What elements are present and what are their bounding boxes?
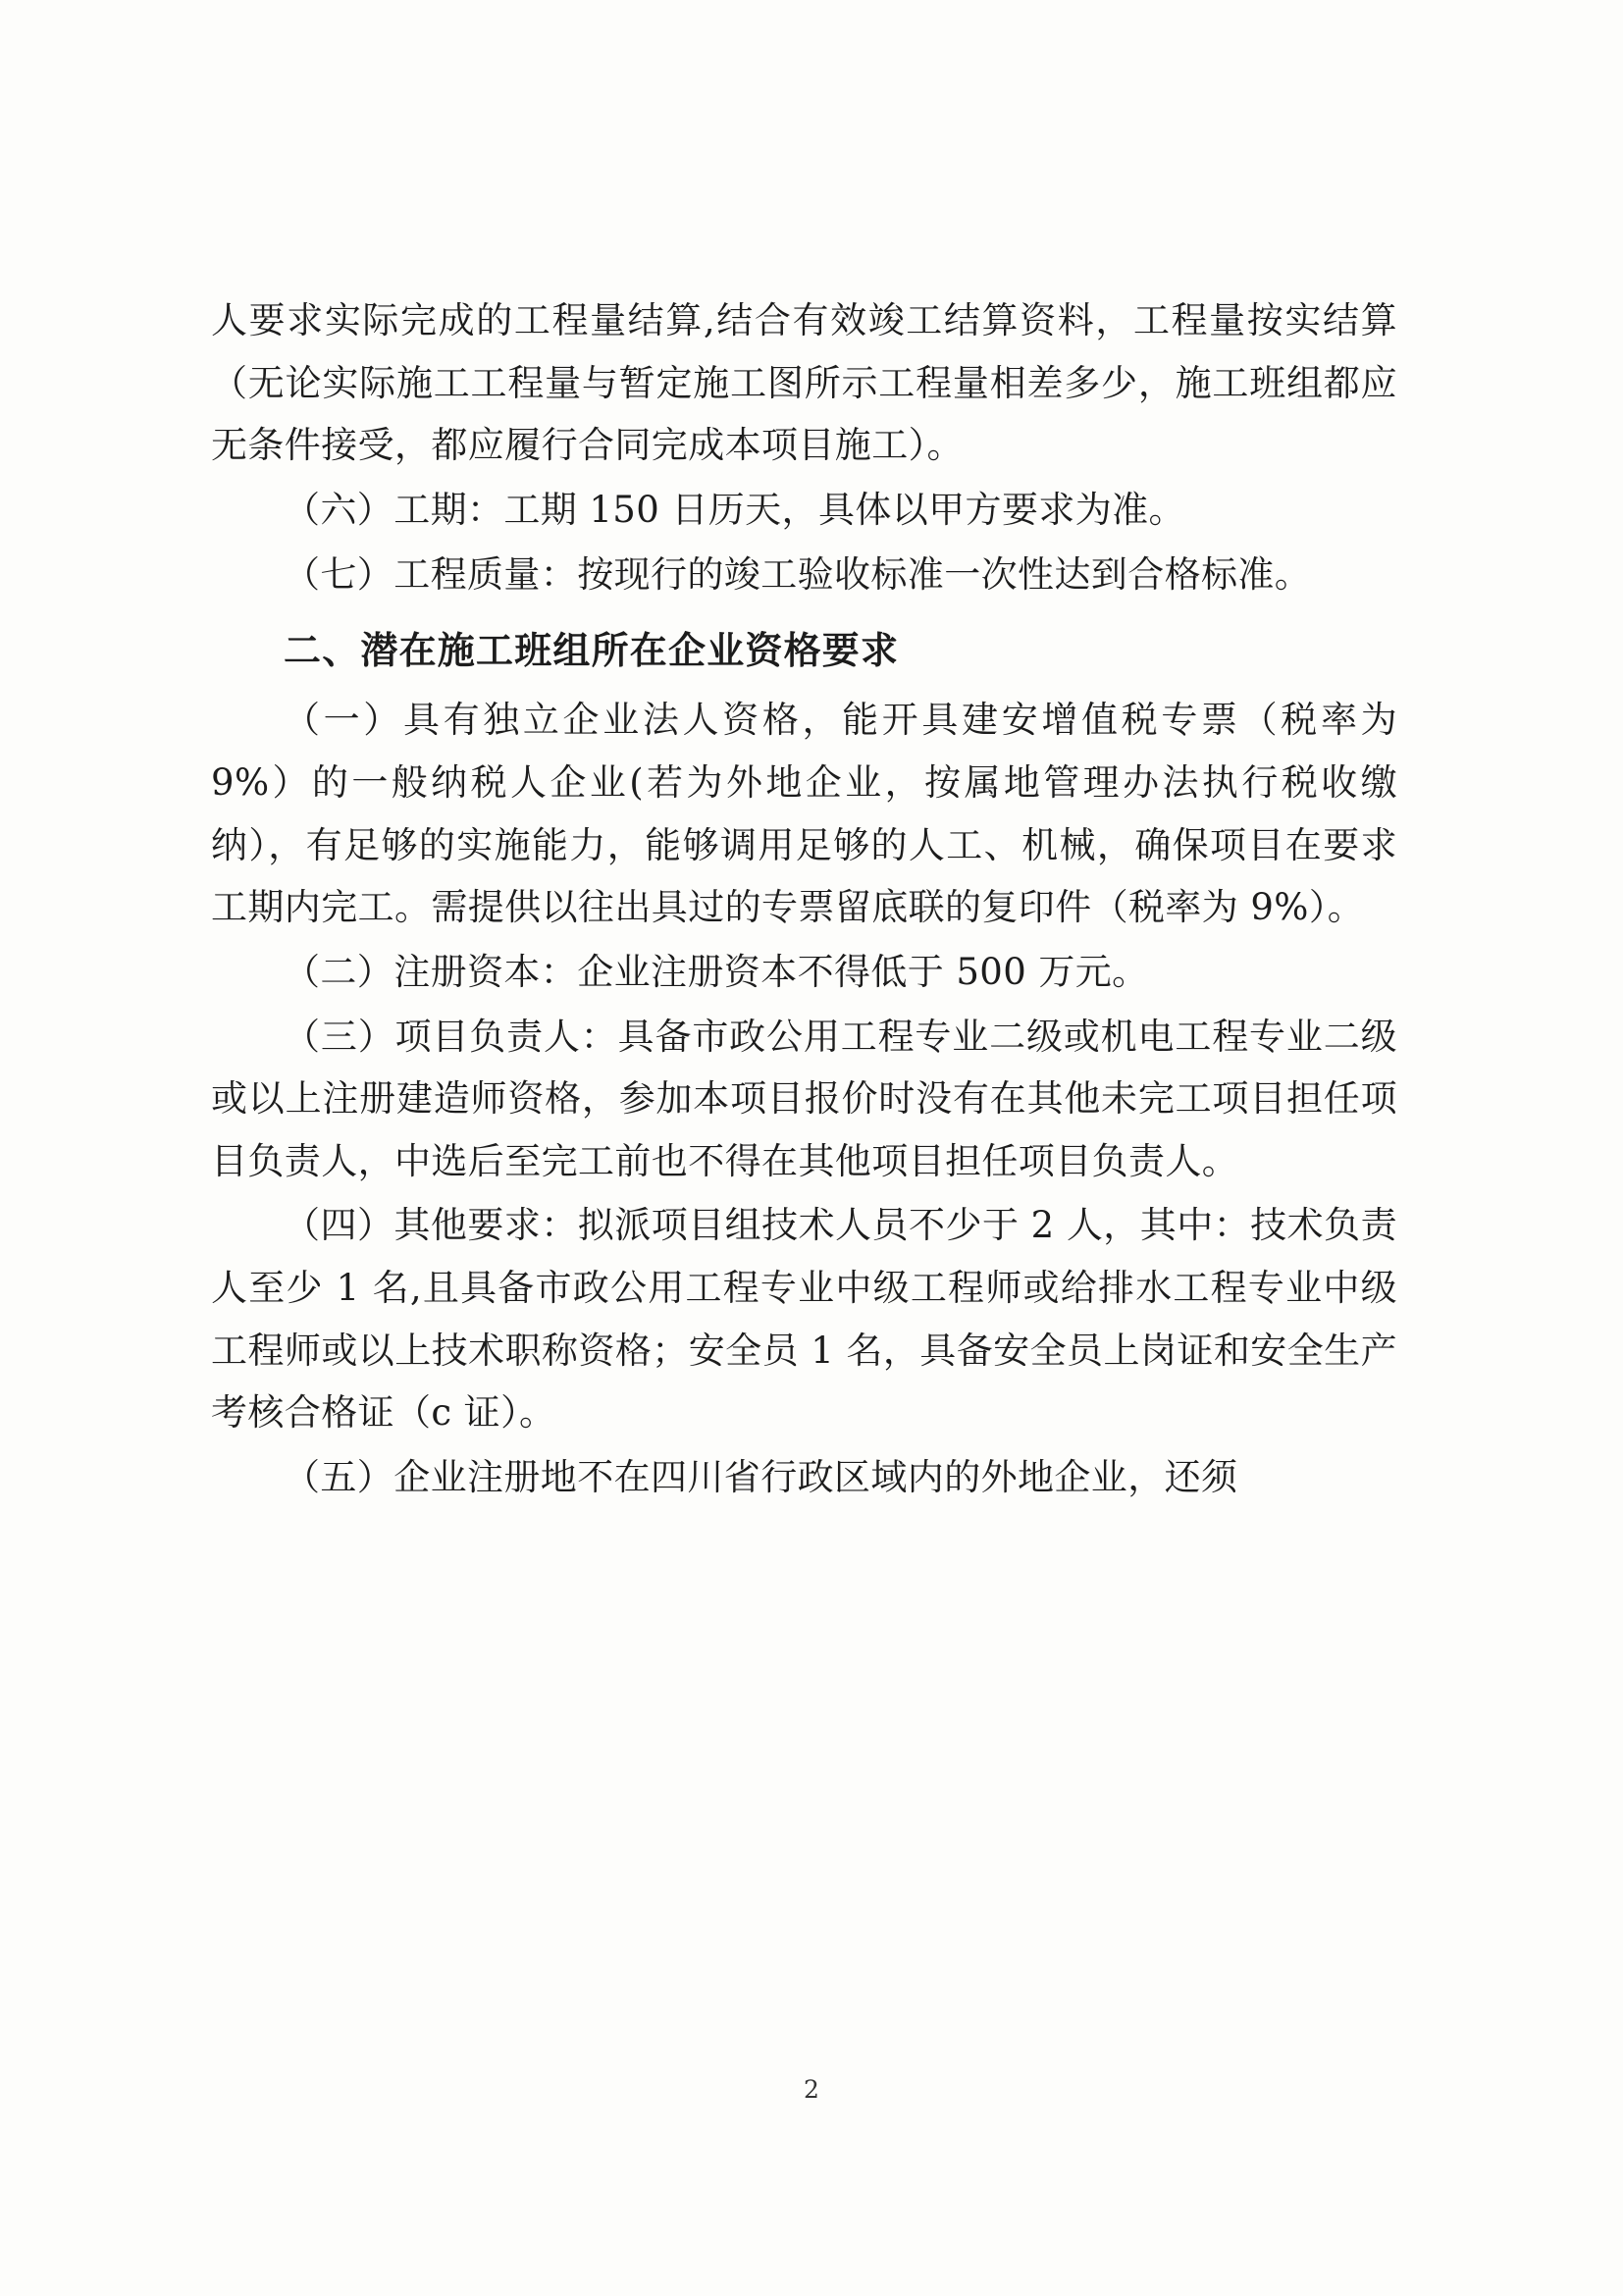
paragraph-item-six: （六）工期：工期 150 日历天，具体以甲方要求为准。 — [284, 488, 1185, 531]
paragraph-qualification-four: （四）其他要求：拟派项目组技术人员不少于 2 人，其中：技术负责人至少 1 名,且具备市政公用工程专业中级工程师或给排水工程专业中级工程师或以上技术职称资格；安全员 1 名，具备安全员上岗证和安全生产考核合格证（c 证）。 — [211, 1204, 1397, 1435]
paragraph-qualification-one: （一）具有独立企业法人资格，能开具建安增值税专票（税率为 9%）的一般纳税人企业(若为外地企业，按属地管理办法执行税收缴纳），有足够的实施能力，能够调用足够的人工、机械，确保项目在要求工期内完工。需提供以往出具过的专票留底联的复印件（税率为 9%）。 — [211, 699, 1397, 929]
section-heading-two: 二、潜在施工班组所在企业资格要求 — [284, 629, 900, 673]
paragraph-qualification-five: （五）企业注册地不在四川省行政区域内的外地企业，还须 — [284, 1455, 1238, 1498]
paragraph-continuation: 人要求实际完成的工程量结算,结合有效竣工结算资料，工程量按实结算（无论实际施工工程量与暂定施工图所示工程量相差多少，施工班组都应无条件接受，都应履行合同完成本项目施工）。 — [211, 299, 1397, 467]
paragraph-item-seven: （七）工程质量：按现行的竣工验收标准一次性达到合格标准。 — [284, 552, 1312, 596]
paragraph-qualification-three: （三）项目负责人：具备市政公用工程专业二级或机电工程专业二级或以上注册建造师资格，参加本项目报价时没有在其他未完工项目担任项目负责人，中选后至完工前也不得在其他项目担任项目负责人。 — [211, 1015, 1397, 1182]
page-number: 2 — [804, 2075, 819, 2104]
paragraph-qualification-two: （二）注册资本：企业注册资本不得低于 500 万元。 — [284, 950, 1149, 993]
document-body — [211, 289, 1397, 1509]
